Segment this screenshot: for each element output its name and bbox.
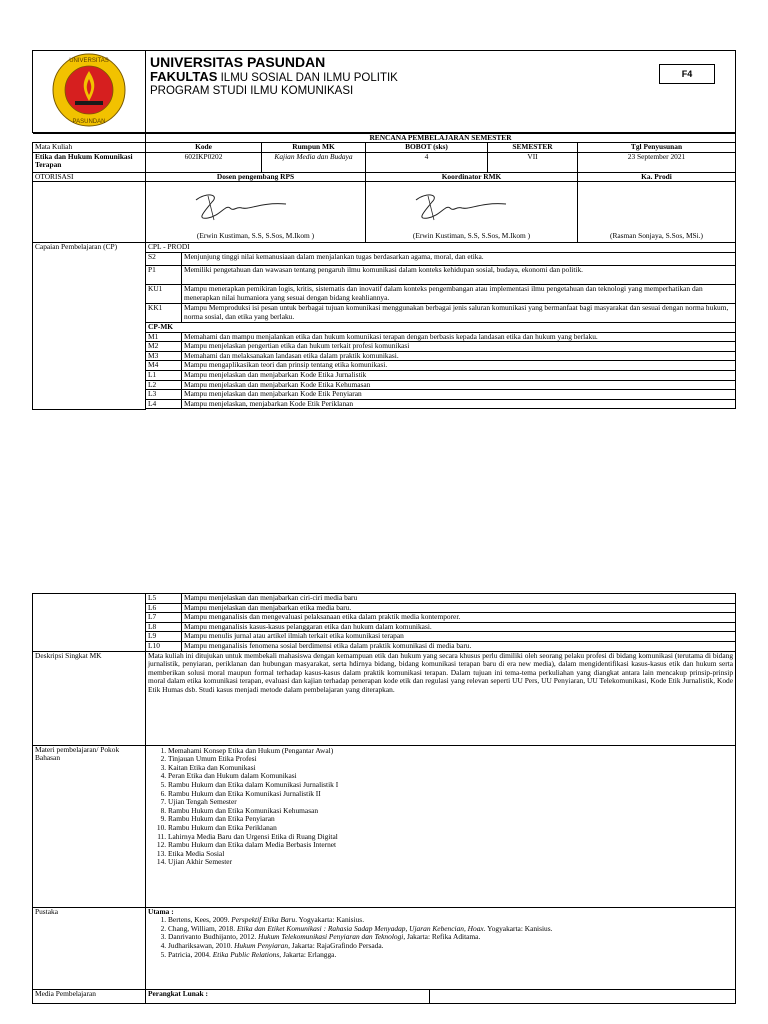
university-logo-icon <box>33 51 145 129</box>
cpmk-code: L5 <box>146 594 182 604</box>
description-text: Mata kuliah ini ditujukan untuk membekali mahasiswa dengan kemampuan etik dan hukum yang secara khusus perlu dimiliki oleh seorang pelaku profesi di bidang komunikasi (terutama di bidang jurnalistik, penyiaran, periklanan dan hubungan masyarakat, serta hdirnya bidang, bidang komunikasi terapan baru di era new media), dalam mengidentifikasi kasus-kasus etik dan hukum serta memberikan solusi moral maupun formal terhadap kasus-kasus dalam praktik komunikasi terapan. Dalam tujuan ini tema-tema perkuliahan yang diangkat antara lain mencakup prinsip-prinsip moral dalam etika komunikasi terapan, evaluasi dan kajian terhadap penerapan kode etik dan regulasi yang relevan seperti UU Pers, UU Penyiaran, UU Telekomunikasi, Kode Etik Jurnalistik, Kode Etik Humas dsb. Studi kasus menjadi metode dalam pembelajaran yang diterapkan. <box>146 651 736 745</box>
cpmk-text: Memahami dan mampu menjalankan etika dan hukum komunikasi terapan dengan berbasis kepada landasan etika dan hukum yang berlaku. <box>182 332 736 342</box>
materials-list <box>148 747 733 867</box>
dev-name: (Erwin Kustiman, S.S, S.Sos, M.Ikom ) <box>196 230 315 240</box>
cpmk-text: Mampu menjelaskan pengertian etika dan hukum terkait profesi komunikasi <box>182 342 736 352</box>
course-name: Etika dan Hukum Komunikasi Terapan <box>33 152 146 172</box>
coord-name: (Erwin Kustiman, S.S, S.Sos, M.Ikom ) <box>412 230 531 240</box>
cpmk-code: L6 <box>146 603 182 613</box>
institution-cell <box>146 51 736 133</box>
cpmk-text: Mampu menjelaskan dan menjabarkan Kode Etik Penyiaran <box>182 390 736 400</box>
cpmk-code: L9 <box>146 632 182 642</box>
head-name: (Rasman Sonjaya, S.Sos, MSi.) <box>609 230 703 240</box>
cp-mk-label: CP-MK <box>146 322 736 332</box>
cpmk-text: Mampu menjelaskan dan menjabarkan ciri-ciri media baru <box>182 594 736 604</box>
faculty-name: FAKULTAS ILMU SOSIAL DAN ILMU POLITIK <box>150 69 398 84</box>
description-label: Deskripsi Singkat MK <box>33 651 146 745</box>
form-code-badge: F4 <box>659 64 715 84</box>
list-item: 11. Lahirnya Media Baru dan Urgensi Etika di Ruang Digital <box>168 833 733 842</box>
list-item: 3. Kaitan Etika dan Komunikasi <box>168 764 733 773</box>
cpmk-text: Mampu menjelaskan, menjabarkan Kode Etik Periklanan <box>182 399 736 409</box>
course-date: 23 September 2021 <box>578 152 736 172</box>
col-rumpun: Rumpun MK <box>262 143 366 153</box>
cpl-text: Mampu Memproduksi isi pesan untuk berbagai tujuan komunikasi menggunakan berbagai jenis saluran komunikasi yang bermanfaat bagi masyarakat dan sesuai dengan norma hukum, norma sosial, dan etika yang berlaku. <box>182 303 736 322</box>
list-item: 5. Rambu Hukum dan Etika dalam Komunikasi Jurnalistik I <box>168 781 733 790</box>
cpmk-code: M4 <box>146 361 182 371</box>
library-label: Pustaka <box>33 907 146 989</box>
authorization-label: OTORISASI <box>33 172 146 182</box>
rps-page-2 <box>32 593 735 1004</box>
cpmk-code: M3 <box>146 351 182 361</box>
list-item: 13. Etika Media Sosial <box>168 850 733 859</box>
course-semester: VII <box>488 152 578 172</box>
coord-signature-cell <box>366 182 578 243</box>
dev-signature-cell <box>146 182 366 243</box>
list-item: 2. Tinjauan Umum Etika Profesi <box>168 755 733 764</box>
svg-text:UNIVERSITAS: UNIVERSITAS <box>69 58 109 64</box>
rps-page-1 <box>32 50 735 410</box>
col-bobot: BOBOT (sks) <box>366 143 488 153</box>
cp-label: Capaian Pembelajaran (CP) <box>33 243 146 409</box>
logo-cell <box>33 51 146 133</box>
list-item: 7. Ujian Tengah Semester <box>168 798 733 807</box>
cpl-code: KK1 <box>146 303 182 322</box>
library-main-label: Utama : <box>148 907 174 916</box>
cpmk-text: Mampu menganalisis fenomena sosial berdimensi etika dalam praktik komunikasi di media baru. <box>182 641 736 651</box>
list-item: 1. Memahami Konsep Etika dan Hukum (Pengantar Awal) <box>168 747 733 756</box>
cpl-text: Menjunjung tinggi nilai kemanusiaan dalam menjalankan tugas berdasarkan agama, moral, dan etika. <box>182 252 736 265</box>
cpmk-text: Mampu menganalisis kasus-kasus pelanggaran etika dan hukum dalam komunikasi. <box>182 622 736 632</box>
cpmk-code: L2 <box>146 380 182 390</box>
library-cell <box>146 907 736 989</box>
cpmk-code: L1 <box>146 370 182 380</box>
col-kode: Kode <box>146 143 262 153</box>
library-list <box>148 916 733 959</box>
cpmk-text: Mampu menjelaskan dan menjabarkan Kode Etika Kehumasan <box>182 380 736 390</box>
list-item: 3. Danrivanto Budhijanto, 2012. Hukum Telekomunikasi Penyiaran dan Teknologi, Jakarta: Refika Aditama. <box>168 933 733 942</box>
course-credits: 4 <box>366 152 488 172</box>
rps-table-continued <box>32 593 736 1004</box>
materials-cell <box>146 745 736 907</box>
cpmk-code: M2 <box>146 342 182 352</box>
head-signature-cell <box>578 182 736 243</box>
cpmk-text: Mampu menganalisis dan mengevaluasi pelaksanaan etika dalam praktik media kontemporer. <box>182 613 736 623</box>
list-item: 14. Ujian Akhir Semester <box>168 858 733 867</box>
materials-label: Materi pembelajaran/ Pokok Bahasan <box>33 745 146 907</box>
signature-icon <box>406 190 516 224</box>
list-item: 4. Judhariksawan, 2010. Hukum Penyiaran, Jakarta: RajaGrafindo Persada. <box>168 942 733 951</box>
cpmk-code: L7 <box>146 613 182 623</box>
svg-text:PASUNDAN: PASUNDAN <box>72 119 106 125</box>
cpl-prodi-label: CPL - PRODI <box>146 243 736 253</box>
cpl-code: KU1 <box>146 284 182 303</box>
cpmk-text: Mampu mengaplikasikan teori dan prinsip tentang etika komunikasi. <box>182 361 736 371</box>
cpmk-code: L4 <box>146 399 182 409</box>
media-software-label: Perangkat Lunak : <box>146 989 430 1003</box>
rps-table <box>32 133 736 410</box>
cpmk-text: Memahami dan melaksanakan landasan etika dalam praktik komunikasi. <box>182 351 736 361</box>
cpl-text: Memiliki pengetahuan dan wawasan tentang pengaruh ilmu komunikasi dalam konteks kehidupan sosial, budaya, ekonomi dan politik. <box>182 265 736 284</box>
list-item: 6. Rambu Hukum dan Etika Komunikasi Jurnalistik II <box>168 790 733 799</box>
dev-label: Dosen pengembang RPS <box>146 172 366 182</box>
rps-title: RENCANA PEMBELAJARAN SEMESTER <box>146 133 736 143</box>
media-label: Media Pembelajaran <box>33 989 146 1003</box>
col-semester: SEMESTER <box>488 143 578 153</box>
cpl-code: P1 <box>146 265 182 284</box>
cpmk-text: Mampu menjelaskan dan menjabarkan Kode Etika Jurnalistik <box>182 370 736 380</box>
col-mata-kuliah: Mata Kuliah <box>33 143 146 153</box>
signature-icon <box>186 190 296 224</box>
course-group: Kajian Media dan Budaya <box>262 152 366 172</box>
list-item: 4. Peran Etika dan Hukum dalam Komunikasi <box>168 772 733 781</box>
coord-label: Koordinator RMK <box>366 172 578 182</box>
cpmk-code: M1 <box>146 332 182 342</box>
cpmk-code: L8 <box>146 622 182 632</box>
list-item: 5. Patricia, 2004. Etika Public Relations, Jakarta: Erlangga. <box>168 951 733 960</box>
cpmk-text: Mampu menulis jurnal atau artikel ilmiah terkait etika komunikasi terapan <box>182 632 736 642</box>
list-item: 1. Bertens, Kees, 2009. Perspektif Etika Baru. Yogyakarta: Kanisius. <box>168 916 733 925</box>
course-code: 602IKP0202 <box>146 152 262 172</box>
cpmk-code: L10 <box>146 641 182 651</box>
header-table <box>32 50 736 133</box>
head-label: Ka. Prodi <box>578 172 736 182</box>
list-item: 9. Rambu Hukum dan Etika Penyiaran <box>168 815 733 824</box>
cpl-text: Mampu menerapkan pemikiran logis, kritis, sistematis dan inovatif dalam konteks pengembangan atau implementasi ilmu pengetahuan dan teknologi yang memperhatikan dan menerapkan nilai humaniora yang sesuai dengan bidang keahliannya. <box>182 284 736 303</box>
list-item: 2. Chang, William, 2018. Etika dan Etiket Komunikasi : Rahasia Sadap Menyadap, Ujaran Kebencian, Hoax. Yogyakarta: Kanisius. <box>168 925 733 934</box>
list-item: 10. Rambu Hukum dan Etika Periklanan <box>168 824 733 833</box>
col-tanggal: Tgl Penyusunan <box>578 143 736 153</box>
cpmk-code: L3 <box>146 390 182 400</box>
program-name: PROGRAM STUDI ILMU KOMUNIKASI <box>150 85 354 97</box>
cpmk-text: Mampu menjelaskan dan menjabarkan etika media baru. <box>182 603 736 613</box>
list-item: 8. Rambu Hukum dan Etika Komunikasi Kehumasan <box>168 807 733 816</box>
cpl-code: S2 <box>146 252 182 265</box>
university-name: UNIVERSITAS PASUNDAN <box>150 54 326 70</box>
list-item: 12. Rambu Hukum dan Etika dalam Media Berbasis Internet <box>168 841 733 850</box>
